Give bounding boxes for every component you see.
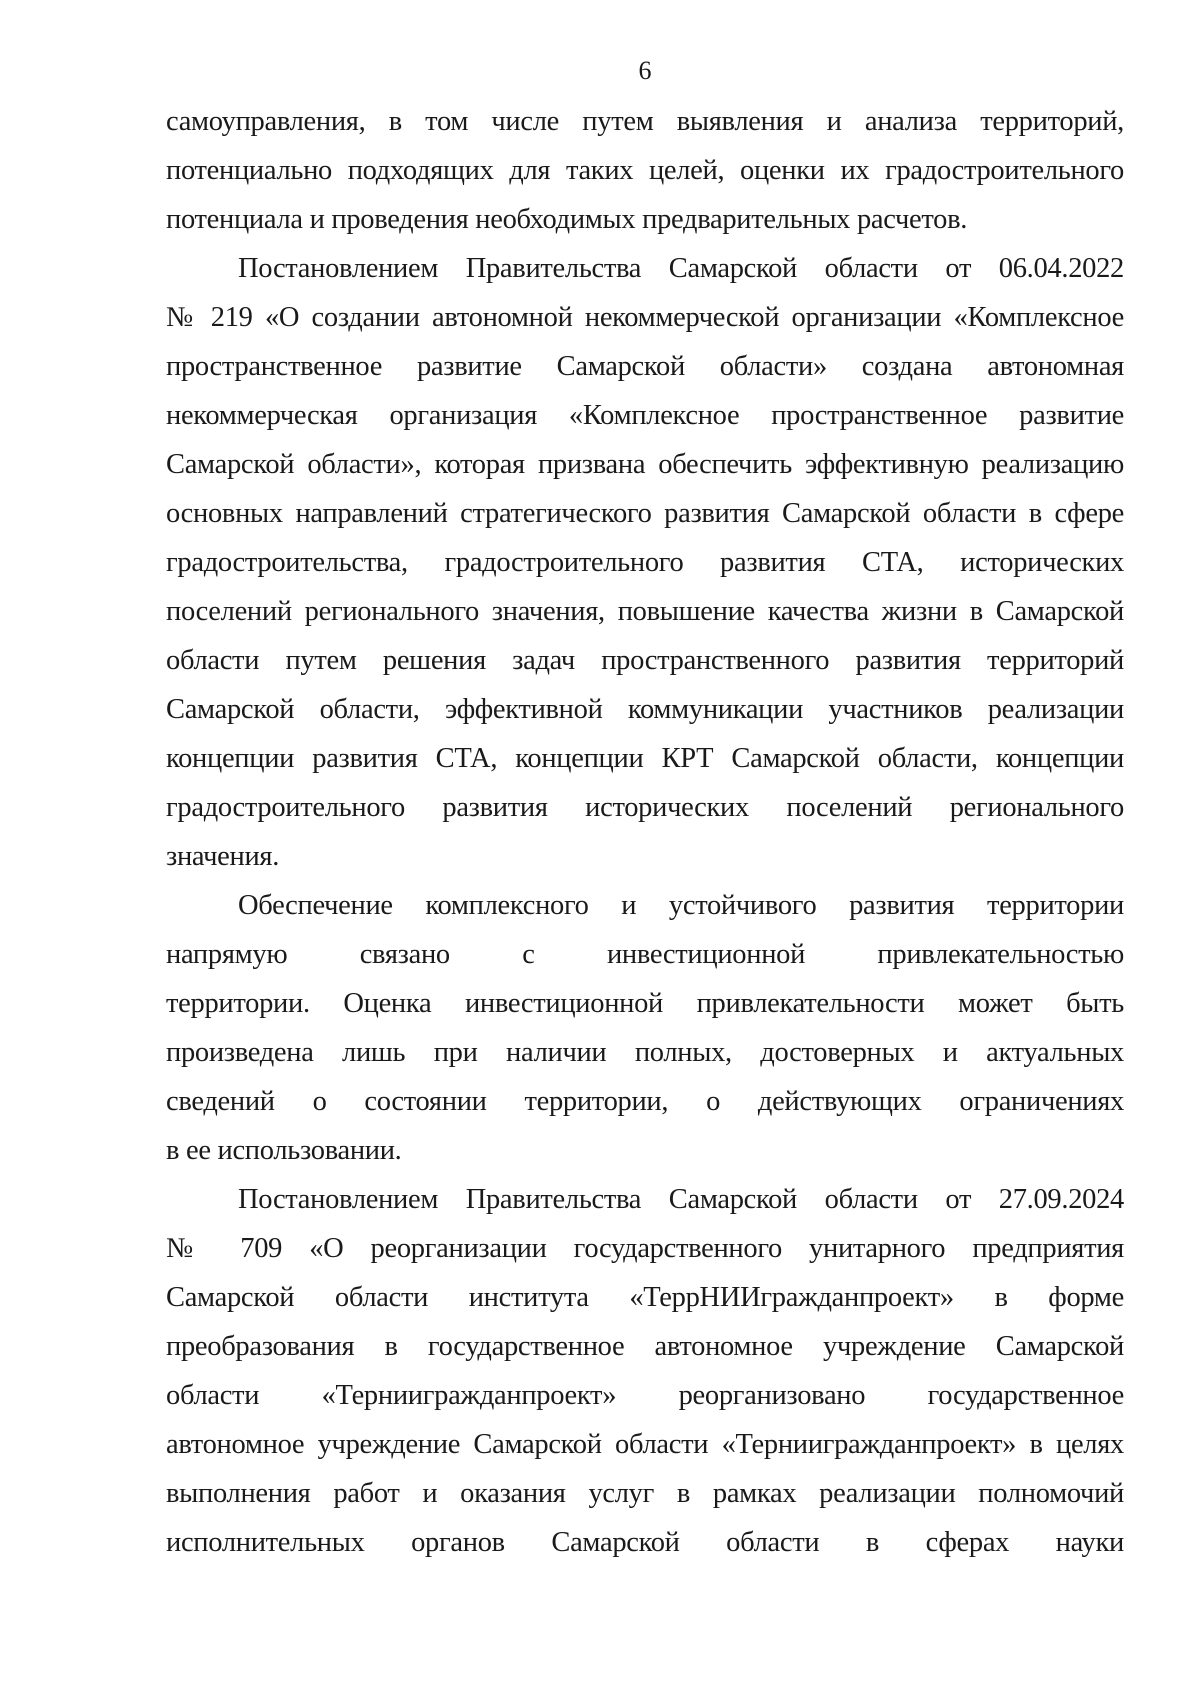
text-line: напрямую связано с инвестиционной привлекательностью (166, 939, 1124, 970)
text-line: автономное учреждение Самарской области «Терниигражданпроект» в целях (166, 1429, 1124, 1460)
page-number: 6 (638, 56, 652, 85)
text-line: произведена лишь при наличии полных, достоверных и актуальных (166, 1037, 1124, 1068)
paragraph (166, 1175, 1124, 1567)
text-line: потенциально подходящих для таких целей, оценки их градостроительного (166, 155, 1124, 186)
text-line: концепции развития СТА, концепции КРТ Самарской области, концепции (166, 743, 1124, 774)
text-line: основных направлений стратегического развития Самарской области в сфере (166, 498, 1124, 529)
text-line: некоммерческая организация «Комплексное пространственное развитие (166, 400, 1124, 431)
text-line: сведений о состоянии территории, о действующих ограничениях (166, 1086, 1124, 1117)
text-line: градостроительства, градостроительного развития СТА, исторических (166, 547, 1124, 578)
paragraph (166, 244, 1124, 881)
paragraph (166, 881, 1124, 1175)
text-line: самоуправления, в том числе путем выявления и анализа территорий, (166, 106, 1124, 137)
text-line: № 709 «О реорганизации государственного унитарного предприятия (166, 1233, 1124, 1264)
text-line: Постановлением Правительства Самарской области от 27.09.2024 (238, 1184, 1124, 1215)
text-line: области «Терниигражданпроект» реорганизовано государственное (166, 1380, 1124, 1411)
text-line: поселений регионального значения, повышение качества жизни в Самарской (166, 596, 1124, 627)
text-line: территории. Оценка инвестиционной привлекательности может быть (166, 988, 1124, 1019)
paragraph (166, 97, 1124, 244)
text-line: пространственное развитие Самарской области» создана автономная (166, 351, 1124, 382)
text-line: исполнительных органов Самарской области в сферах науки (166, 1527, 1124, 1558)
text-line: выполнения работ и оказания услуг в рамках реализации полномочий (166, 1478, 1124, 1509)
text-line: области путем решения задач пространственного развития территорий (166, 645, 1124, 676)
text-line: Самарской области института «ТеррНИИгражданпроект» в форме (166, 1282, 1124, 1313)
text-line: Самарской области», которая призвана обеспечить эффективную реализацию (166, 449, 1124, 480)
document-body (166, 97, 1124, 1567)
text-line: градостроительного развития исторических поселений регионального (166, 792, 1124, 823)
text-line: в ее использовании. (166, 1135, 402, 1166)
text-line: Обеспечение комплексного и устойчивого развития территории (238, 890, 1124, 921)
text-line: преобразования в государственное автономное учреждение Самарской (166, 1331, 1124, 1362)
text-line: значения. (166, 841, 280, 872)
text-line: Самарской области, эффективной коммуникации участников реализации (166, 694, 1124, 725)
text-line: № 219 «О создании автономной некоммерческой организации «Комплексное (166, 302, 1124, 333)
text-line: Постановлением Правительства Самарской области от 06.04.2022 (238, 253, 1124, 284)
text-line: потенциала и проведения необходимых предварительных расчетов. (166, 204, 968, 235)
